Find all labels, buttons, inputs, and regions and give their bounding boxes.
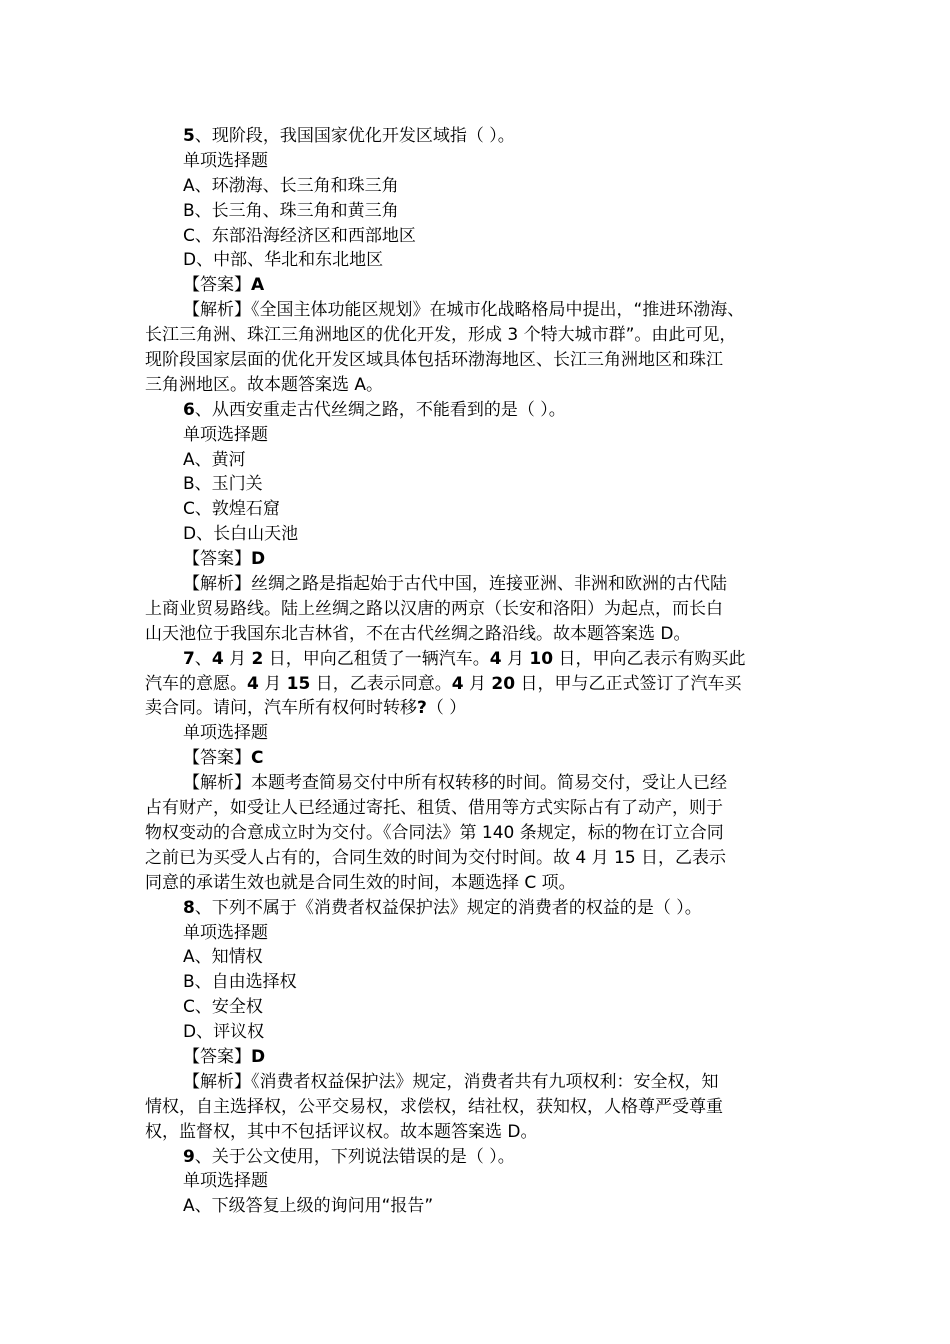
analysis-line: 现阶段国家层面的优化开发区域具体包括环渤海地区、长江三角洲地区和珠江 [145,350,723,371]
analysis: 【解析】《消费者权益保护法》规定，消费者共有九项权利：安全权，知 [183,1071,719,1092]
analysis-line: 长江三角洲、珠江三角洲地区的优化开发，形成 3 个特大城市群”。由此可见， [145,325,737,346]
analysis-line: 占有财产，如受让人已经通过寄托、租赁、借用等方式实际占有了动产，则于 [145,798,723,819]
analysis-line: 情权，自主选择权，公平交易权，求偿权，结社权，获知权，人格尊严受尊重 [145,1096,723,1117]
option: C、东部沿海经济区和西部地区 [183,225,416,246]
question-6-stem: 6、从西安重走古代丝绸之路，不能看到的是（ ）。 [183,399,566,420]
question-8-stem: 8、下列不属于《消费者权益保护法》规定的消费者的权益的是（ ）。 [183,897,702,918]
question-type: 单项选择题 [183,424,268,445]
question-type: 单项选择题 [183,723,268,744]
analysis-line: 三角洲地区。故本题答案选 A。 [145,374,384,395]
document-body [145,124,810,1219]
answer: 【答案】A [183,275,265,296]
question-7-stem-line: 卖合同。请问，汽车所有权何时转移?（ ） [145,698,467,719]
question-5-stem: 5、现阶段，我国国家优化开发区域指（ ）。 [183,126,515,146]
question-7-stem-line: 汽车的意愿。4 月 15 日，乙表示同意。4 月 20 日，甲与乙正式签订了汽车买 [145,673,742,694]
question-9-stem: 9、关于公文使用，下列说法错误的是（ ）。 [183,1146,515,1167]
analysis-line: 之前已为买受人占有的，合同生效的时间为交付时间。故 4 月 15 日，乙表示 [145,847,727,868]
analysis: 【解析】本题考查简易交付中所有权转移的时间。简易交付，受让人已经 [183,773,727,794]
option: D、长白山天池 [183,524,299,545]
analysis-line: 上商业贸易路线。陆上丝绸之路以汉唐的两京（长安和洛阳）为起点，而长白 [145,598,723,619]
question-number: 8 [183,897,195,918]
option: B、玉门关 [183,474,263,495]
analysis-line: 权，监督权，其中不包括评议权。故本题答案选 D。 [145,1121,538,1142]
option: C、安全权 [183,997,263,1018]
answer: 【答案】C [183,748,264,769]
option: B、自由选择权 [183,972,297,993]
answer: 【答案】D [183,1046,266,1067]
question-number: 5 [183,126,195,146]
question-type: 单项选择题 [183,1171,268,1192]
question-type: 单项选择题 [183,150,268,171]
analysis-line: 山天池位于我国东北吉林省，不在古代丝绸之路沿线。故本题答案选 D。 [145,623,691,644]
option: A、环渤海、长三角和珠三角 [183,175,399,196]
analysis-line: 物权变动的合意成立时为交付。《合同法》第 140 条规定，标的物在订立合同 [145,822,724,843]
option: D、中部、华北和东北地区 [183,250,384,271]
answer: 【答案】D [183,549,266,570]
option: D、评议权 [183,1022,265,1043]
analysis: 【解析】丝绸之路是指起始于古代中国，连接亚洲、非洲和欧洲的古代陆 [183,574,727,595]
option: B、长三角、珠三角和黄三角 [183,200,399,221]
option: C、敦煌石窟 [183,499,280,520]
analysis: 【解析】《全国主体功能区规划》在城市化战略格局中提出，“推进环渤海、 [183,300,745,321]
analysis-line: 同意的承诺生效也就是合同生效的时间，本题选择 C 项。 [145,872,576,893]
question-number: 7 [183,648,195,669]
option: A、下级答复上级的询问用“报告” [183,1196,434,1217]
question-number: 6 [183,399,195,420]
option: A、知情权 [183,947,263,968]
question-type: 单项选择题 [183,922,268,943]
question-7-stem: 7、4 月 2 日，甲向乙租赁了一辆汽车。4 月 10 日，甲向乙表示有购买此 [183,648,746,669]
question-number: 9 [183,1146,195,1167]
option: A、黄河 [183,449,246,470]
